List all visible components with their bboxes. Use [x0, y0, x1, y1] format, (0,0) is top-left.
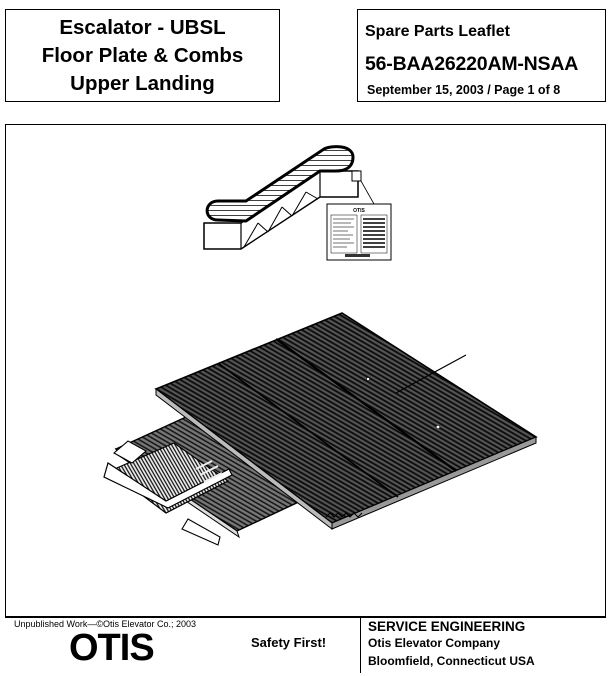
document-info-block [357, 9, 606, 102]
safety-slogan: Safety First! [251, 635, 327, 650]
document-number: 56-BAA26220AM-NSAA [365, 53, 579, 75]
parts-illustration [6, 125, 605, 617]
title-block [5, 9, 280, 102]
company-name: Otis Elevator Company [368, 636, 501, 650]
footer [5, 616, 606, 672]
footer-divider [360, 617, 361, 673]
inset-document [327, 204, 391, 260]
leaflet-type: Spare Parts Leaflet [365, 23, 510, 40]
floor-plate-assembly [104, 313, 536, 545]
date-and-page: September 15, 2003 / Page 1 of 8 [367, 83, 561, 97]
inset-document-label: OTIS [353, 208, 365, 214]
otis-logo [69, 627, 173, 665]
company-location: Bloomfield, Connecticut USA [368, 654, 535, 668]
title-line-3: Upper Landing [70, 71, 215, 95]
copyright-notice: Unpublished Work—©Otis Elevator Co.; 2003 [14, 619, 197, 629]
department-name: SERVICE ENGINEERING [368, 619, 526, 634]
title-line-2: Floor Plate & Combs [41, 43, 244, 67]
figure-frame [5, 124, 606, 618]
otis-logo-text: OTIS [69, 627, 154, 665]
title-line-1: Escalator - UBSL [59, 15, 226, 39]
escalator-locator-icon [204, 147, 391, 260]
